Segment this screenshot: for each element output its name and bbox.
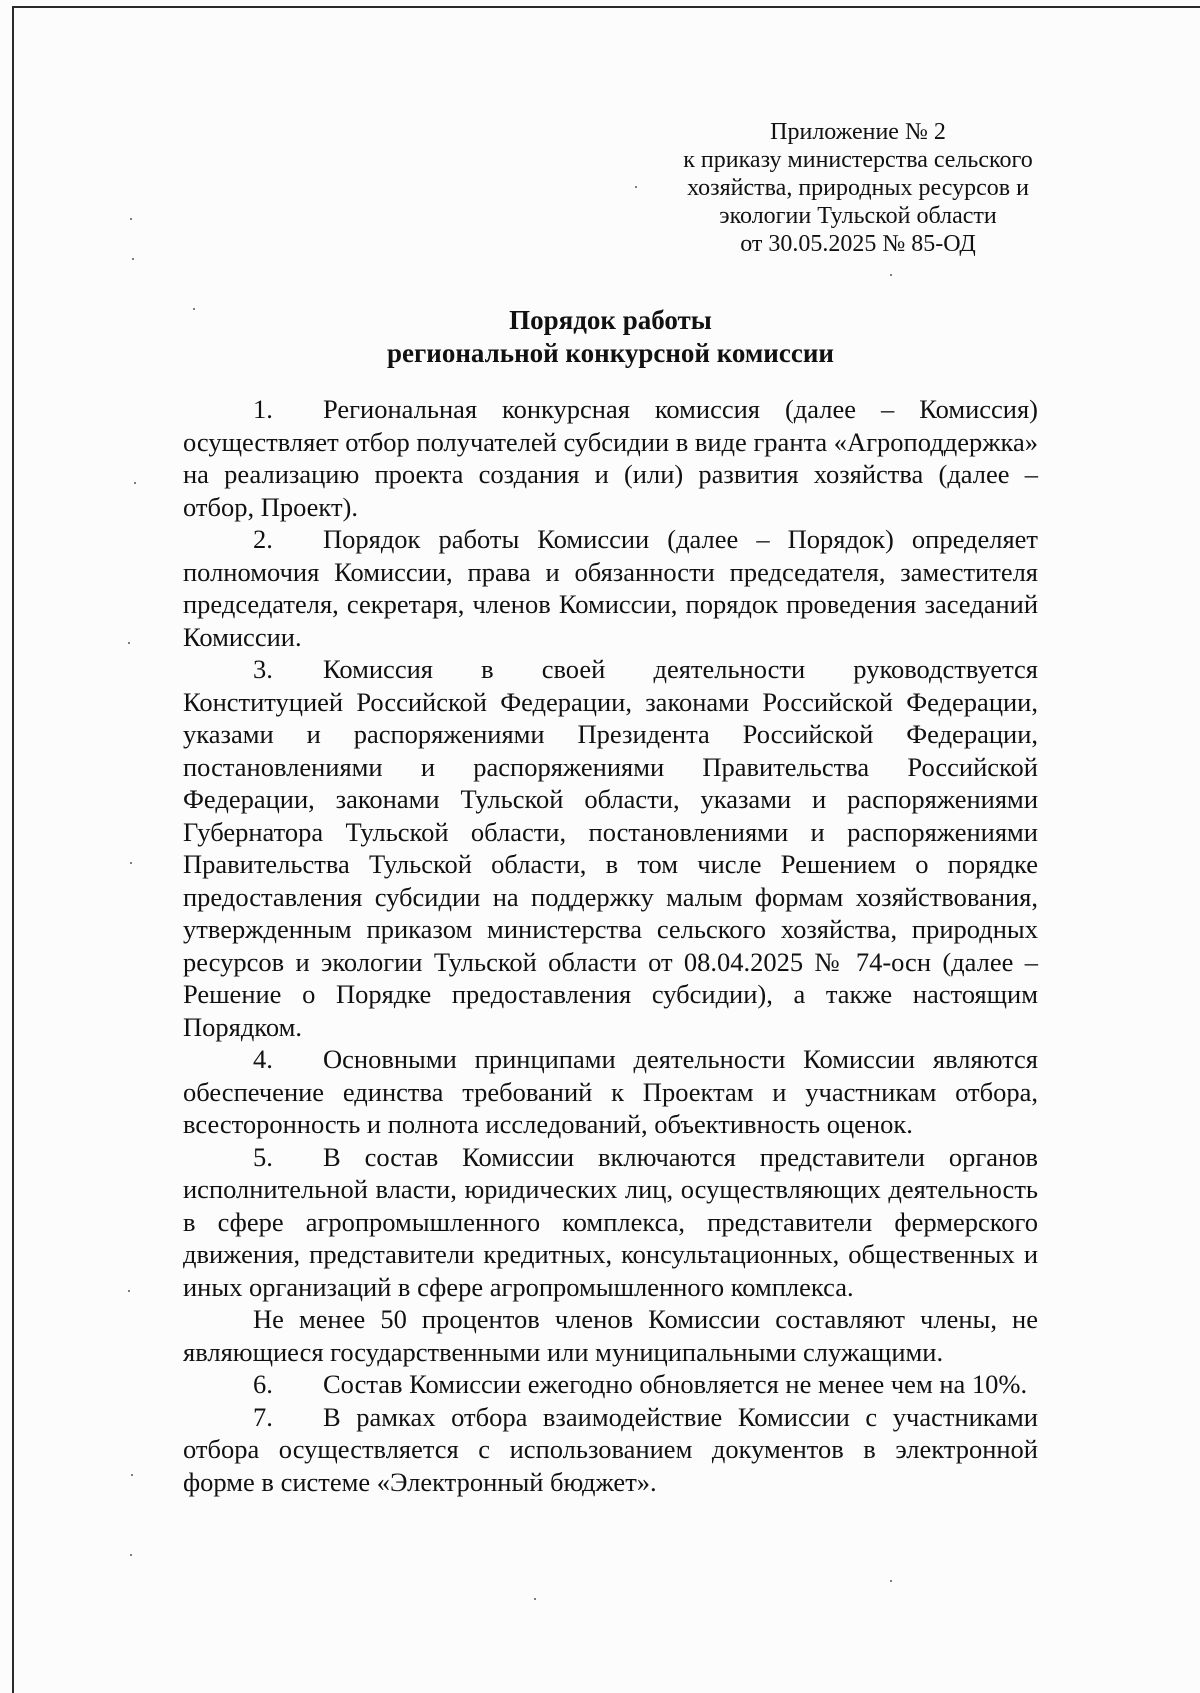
appendix-line: от 30.05.2025 № 85-ОД: [740, 231, 976, 257]
paragraph-number: 3.: [253, 654, 273, 684]
scan-speck: [128, 1290, 130, 1292]
appendix-line: Приложение № 2: [770, 119, 946, 145]
scan-speck: [130, 218, 132, 220]
paragraph-text: В состав Комиссии включаются представители органов исполнительной власти, юридических лиц, осуществляющих деятельность в сфере агропромышленного комплекса, представители фермерского движения, представители кредитных, консультационных, общественных и иных организаций в сфере агропромышленного комплекса.: [183, 1141, 1038, 1302]
paragraph-1: [183, 393, 1038, 523]
scan-speck: [534, 1598, 536, 1600]
scan-speck: [890, 1580, 892, 1582]
paragraph-6: [183, 1368, 1038, 1401]
appendix-header: [673, 118, 1043, 258]
paragraph-number: 5.: [253, 1141, 273, 1172]
appendix-line: экологии Тульской области: [719, 203, 997, 229]
appendix-line: хозяйства, природных ресурсов и: [687, 175, 1029, 201]
paragraph-4: [183, 1043, 1038, 1141]
scan-speck: [132, 258, 134, 260]
paragraph-text: Комиссия в своей деятельности руководствуется Конституцией Российской Федерации, законами Российской Федерации, указами и распоряжениями Президента Российской Федерации, постановлениями и распоряжениями Правительства Российской Федерации, законами Тульской области, указами и распоряжениями Губернатора Тульской области, постановлениями и распоряжениями Правительства Тульской области, в том числе Решением о порядке предоставления субсидии на поддержку малым формам хозяйствования, утвержденным приказом министерства сельского хозяйства, природных ресурсов и экологии Тульской области от 08.04.2025 № 74-осн (далее – Решение о Порядке предоставления субсидии), а также настоящим Порядком.: [183, 654, 1038, 1042]
paragraph-number: 6.: [253, 1369, 273, 1399]
paragraph-number: 7.: [253, 1401, 273, 1432]
paragraph-number: 1.: [253, 394, 273, 424]
paragraph-text: В рамках отбора взаимодействие Комиссии с участниками отбора осуществляется с использованием документов в электронной форме в системе «Электронный бюджет».: [183, 1401, 1038, 1497]
document-content: [183, 118, 1038, 1498]
paragraph-text: Основными принципами деятельности Комиссии являются обеспечение единства требований к Проектам и участникам отбора, всесторонность и полнота исследований, объективность оценок.: [183, 1044, 1038, 1139]
paragraph-text: Не менее 50 процентов членов Комиссии составляют члены, не являющиеся государственными или муниципальными служащими.: [183, 1304, 1038, 1367]
paragraph-5: [183, 1141, 1038, 1304]
document-body: [183, 393, 1038, 1498]
paragraph-2: [183, 523, 1038, 653]
scan-speck: [130, 862, 132, 864]
appendix-line: к приказу министерства сельского: [683, 147, 1033, 173]
scan-border-top: [12, 6, 1200, 8]
paragraph-7: [183, 1401, 1038, 1499]
document-title: [183, 304, 1038, 370]
paragraph-number: 4.: [253, 1044, 273, 1074]
scan-border-left: [12, 6, 14, 1693]
scan-speck: [130, 1554, 132, 1556]
scan-speck: [128, 642, 130, 644]
paragraph-text: Порядок работы Комиссии (далее – Порядок) определяет полномочия Комиссии, права и обязанности председателя, заместителя председателя, секретаря, членов Комиссии, порядок проведения заседаний Комиссии.: [183, 524, 1038, 652]
paragraph-3: [183, 653, 1038, 1043]
paragraph-5-continued: [183, 1303, 1038, 1368]
scan-speck: [134, 482, 136, 484]
paragraph-number: 2.: [253, 524, 273, 554]
scan-speck: [131, 1474, 133, 1476]
paragraph-text: Состав Комиссии ежегодно обновляется не менее чем на 10%.: [323, 1369, 1028, 1399]
title-line: Порядок работы: [509, 305, 712, 335]
paragraph-text: Региональная конкурсная комиссия (далее – Комиссия) осуществляет отбор получателей субсидии в виде гранта «Агроподдержка» на реализацию проекта создания и (или) развития хозяйства (далее – отбор, Проект).: [183, 394, 1038, 522]
title-line: региональной конкурсной комиссии: [387, 338, 834, 368]
